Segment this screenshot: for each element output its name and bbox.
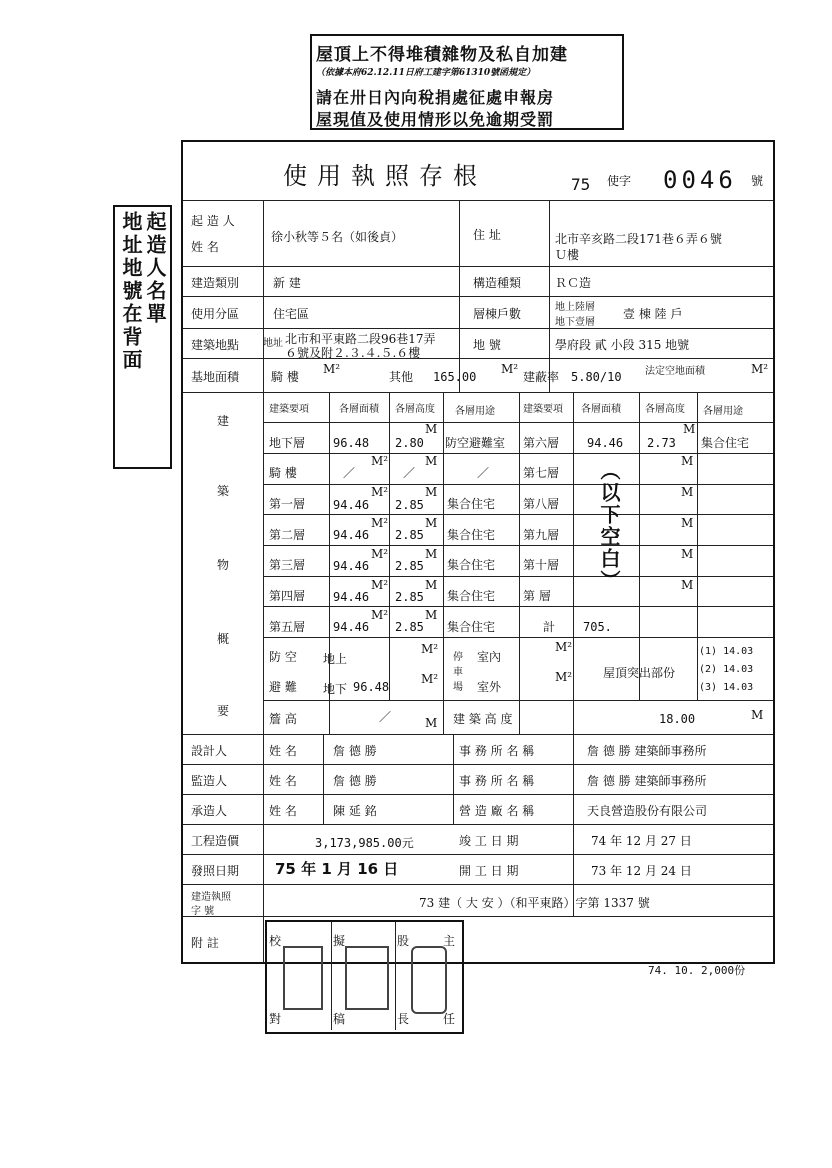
floor-area-unit: M²: [371, 454, 389, 468]
building-label-1: 建: [217, 414, 230, 428]
owner-address: 北市辛亥路二段171巷６弄６號: [555, 232, 722, 246]
floor-name: 第五層: [269, 620, 306, 634]
roof-value-1: (1) 14.03: [699, 646, 754, 657]
supervisor-name: 詹 德 勝: [333, 774, 377, 788]
floor-use: 集合住宅: [447, 589, 496, 603]
site-address-tag: 地址: [263, 338, 283, 349]
contractor-name-label: 姓 名: [269, 804, 297, 818]
height-unit: M: [681, 578, 694, 592]
roof-value-2: (2) 14.03: [699, 664, 754, 675]
lot-label: 地 號: [473, 338, 501, 352]
sign-label-b: 對: [269, 1012, 282, 1026]
designer-office-label: 事 務 所 名 稱: [459, 744, 535, 758]
floor-area: 94.46: [333, 620, 370, 634]
col-height: 各層高度: [395, 404, 435, 415]
floor-height-unit: M: [425, 516, 438, 530]
other-unit: M²: [501, 362, 519, 376]
permit-prefix: 使字: [607, 174, 632, 188]
floor-height: 2.73: [647, 436, 676, 450]
floor-height-unit: M: [683, 422, 696, 436]
done-label: 竣 工 日 期: [459, 834, 519, 848]
owner-address-2: Ｕ樓: [555, 248, 580, 262]
floor-use: 集合住宅: [701, 436, 750, 450]
shelter-up: 地上: [323, 652, 348, 666]
floor-name: 騎 樓: [269, 466, 297, 480]
col-height-right: 各層高度: [645, 404, 685, 415]
height-value: 18.00: [659, 712, 696, 726]
seal-stamp: [345, 946, 389, 1010]
supervisor-name-label: 姓 名: [269, 774, 297, 788]
col-area: 各層面積: [339, 404, 379, 415]
col-use: 各層用途: [455, 406, 495, 417]
seal-stamp: [283, 946, 323, 1010]
start-label: 開 工 日 期: [459, 864, 519, 878]
height-unit: M: [681, 485, 694, 499]
floor-height-unit: M: [425, 608, 438, 622]
print-note: 74. 10. 2,000份: [648, 964, 746, 977]
supervisor-label: 監造人: [191, 774, 228, 788]
col-item: 建築要項: [269, 404, 309, 415]
zone-value: 住宅區: [273, 307, 310, 321]
floor-name: 第三層: [269, 558, 306, 572]
supervisor-office: 詹 德 勝 建築師事務所: [587, 774, 707, 788]
supervisor-office-label: 事 務 所 名 稱: [459, 774, 535, 788]
floor-height: ／: [403, 466, 416, 480]
contractor-factory-label: 營 造 廠 名 稱: [459, 804, 535, 818]
height-unit: M: [751, 708, 764, 722]
col-area-right: 各層面積: [581, 404, 621, 415]
arcade-unit: M²: [323, 362, 341, 376]
floor-height-unit: M: [425, 485, 438, 499]
side-stamp-col-2: 地址地號在背面: [119, 211, 143, 372]
structure-type: ＲＣ造: [555, 276, 592, 290]
col-item-right: 建築要項: [523, 404, 563, 415]
issue-date: 75 年 1 月 16 日: [275, 860, 399, 878]
notice-line-4: 屋現值及使用情形以免逾期受罰: [316, 110, 555, 129]
permit-label: 建造執照: [191, 892, 231, 903]
designer-name: 詹 德 勝: [333, 744, 377, 758]
side-stamp: [113, 205, 172, 469]
floor-use: 集合住宅: [447, 528, 496, 542]
permit-suffix: 號: [751, 174, 764, 188]
floors-label: 層棟戶數: [473, 307, 522, 321]
floor-height: 2.85: [395, 620, 424, 634]
area-label: 基地面積: [191, 370, 240, 384]
floor-name: 第一層: [269, 497, 306, 511]
sign-label-f: 長: [397, 1012, 410, 1026]
floor-height-unit: M: [425, 578, 438, 592]
address-label: 住 址: [473, 228, 501, 242]
floors-down: 地下壹層: [555, 317, 595, 328]
designer-label: 設計人: [191, 744, 228, 758]
floor-name: 第四層: [269, 589, 306, 603]
parking-outdoor-unit: M²: [555, 670, 573, 684]
site-address-2: ６號及附２.３.４.５.６樓: [285, 346, 421, 360]
shelter-down-value: 96.48: [353, 680, 390, 694]
floors-up: 地上陸層: [555, 302, 595, 313]
roof-label: 屋頂突出部份: [603, 666, 676, 680]
arcade-label: 騎 樓: [271, 370, 299, 384]
floor-area: 94.46: [333, 528, 370, 542]
designer-name-label: 姓 名: [269, 744, 297, 758]
floor-name: 第九層: [523, 528, 560, 542]
col-use-right: 各層用途: [703, 406, 743, 417]
floor-area: 94.46: [333, 559, 370, 573]
floor-area-unit: M²: [371, 578, 389, 592]
shelter-down: 地下: [323, 682, 348, 696]
ratio-value: 5.80/10: [571, 370, 622, 384]
floor-use: 防空避難室: [445, 436, 506, 450]
legal-space-label: 法定空地面積: [645, 366, 705, 377]
sign-label-d: 稿: [333, 1012, 346, 1026]
contractor-label: 承造人: [191, 804, 228, 818]
floor-name: 第八層: [523, 497, 560, 511]
side-stamp-col-1: 起造人名單: [143, 211, 167, 326]
floor-name: 第 層: [523, 589, 551, 603]
eave-label: 簷 高: [269, 712, 297, 726]
building-label-4: 概: [217, 632, 230, 646]
permit-year: 75: [571, 175, 591, 194]
total-label: 計: [543, 620, 556, 634]
other-label: 其他: [389, 370, 414, 384]
height-unit: M: [681, 516, 694, 530]
form-title: 使用執照存根: [283, 162, 487, 190]
floor-use: 集合住宅: [447, 497, 496, 511]
permit-label-2: 字 號: [191, 906, 215, 917]
cost-value: 3,173,985.00元: [315, 836, 414, 850]
floor-height: 2.85: [395, 528, 424, 542]
eave-value: ／: [379, 710, 392, 724]
sign-label-h: 任: [443, 1012, 456, 1026]
contractor-name: 陳 延 銘: [333, 804, 377, 818]
shelter-label: 防 空: [269, 650, 297, 664]
height-unit: M: [681, 547, 694, 561]
sign-label-e: 股: [397, 934, 410, 948]
floor-use: 集合住宅: [447, 620, 496, 634]
ratio-label: 建蔽率: [523, 370, 560, 384]
other-value: 165.00: [433, 370, 477, 384]
building-label-5: 要: [217, 704, 230, 718]
floor-use: 集合住宅: [447, 558, 496, 572]
zone-label: 使用分區: [191, 307, 240, 321]
building-label-3: 物: [217, 558, 230, 572]
parking-outdoor: 室外: [477, 680, 502, 694]
floor-height: 2.80: [395, 436, 424, 450]
parking-label: 停車場: [453, 652, 463, 693]
floor-area-unit: M²: [371, 547, 389, 561]
legal-space-unit: M²: [751, 362, 769, 376]
floor-name: 地下層: [269, 436, 306, 450]
issue-label: 發照日期: [191, 864, 240, 878]
notice-line-1: 屋頂上不得堆積雜物及私自加建: [316, 45, 568, 65]
sign-label-g: 主: [443, 934, 456, 948]
owner-label-2: 姓 名: [191, 240, 219, 254]
done-date: 74 年 12 月 27 日: [591, 834, 692, 848]
site-address: 北市和平東路二段96巷17弄: [285, 332, 436, 346]
eave-unit: M: [425, 716, 438, 730]
floors-value: 壹 棟 陸 戶: [623, 307, 683, 321]
permit-form: [181, 140, 775, 964]
designer-office: 詹 德 勝 建築師事務所: [587, 744, 707, 758]
shelter-up-unit: M²: [421, 642, 439, 656]
permit-ref: 73 建（ 大 安 ）（和平東路）字第 1337 號: [419, 896, 650, 910]
notice-line-2: （依據本府62.12.11日府工建字第61310號函規定）: [316, 68, 536, 78]
type-label: 建造類別: [191, 276, 240, 290]
notice-line-3: 請在卅日內向稅捐處征處申報房: [316, 88, 555, 107]
cost-label: 工程造價: [191, 834, 240, 848]
floor-area-unit: M²: [371, 516, 389, 530]
height-unit: M: [681, 454, 694, 468]
floor-area: 96.48: [333, 436, 370, 450]
parking-indoor: 室內: [477, 650, 502, 664]
floor-height-unit: M: [425, 547, 438, 561]
floor-area-unit: M²: [371, 485, 389, 499]
notice-stamp: [310, 34, 624, 130]
shelter-down-unit: M²: [421, 672, 439, 686]
floor-height: 2.85: [395, 590, 424, 604]
parking-indoor-unit: M²: [555, 640, 573, 654]
owner-label: 起 造 人: [191, 214, 235, 228]
floor-area: 94.46: [587, 436, 624, 450]
site-label: 建築地點: [191, 338, 240, 352]
floor-area: 94.46: [333, 498, 370, 512]
shelter-label-2: 避 難: [269, 680, 297, 694]
lot-number: 學府段 貳 小段 315 地號: [555, 338, 690, 352]
floor-name: 第六層: [523, 436, 560, 450]
floor-use: ／: [477, 466, 490, 480]
floor-name: 第十層: [523, 558, 560, 572]
contractor-company: 天良營造股份有限公司: [587, 804, 708, 818]
building-label-2: 築: [217, 484, 230, 498]
floor-area-unit: M²: [371, 608, 389, 622]
floor-area: ／: [343, 466, 356, 480]
sign-label-a: 校: [269, 934, 282, 948]
height-label: 建 築 高 度: [453, 712, 513, 726]
build-type: 新 建: [273, 276, 301, 290]
floor-height: 2.85: [395, 559, 424, 573]
floor-height: 2.85: [395, 498, 424, 512]
roof-value-3: (3) 14.03: [699, 682, 754, 693]
total-area: 705.: [583, 620, 612, 634]
floor-name: 第七層: [523, 466, 560, 480]
floor-name: 第二層: [269, 528, 306, 542]
signature-block: [265, 920, 464, 1034]
seal-stamp: [411, 946, 447, 1014]
start-date: 73 年 12 月 24 日: [591, 864, 692, 878]
owner-name: 徐小秋等５名（如後貞）: [271, 230, 404, 244]
floor-area: 94.46: [333, 590, 370, 604]
sign-label-c: 擬: [333, 934, 346, 948]
note-label: 附 註: [191, 936, 219, 950]
blank-note: （以下空白）: [597, 460, 621, 592]
permit-number: 0046: [663, 166, 737, 194]
structure-label: 構造種類: [473, 276, 522, 290]
floor-height-unit: M: [425, 422, 438, 436]
floor-height-unit: M: [425, 454, 438, 468]
